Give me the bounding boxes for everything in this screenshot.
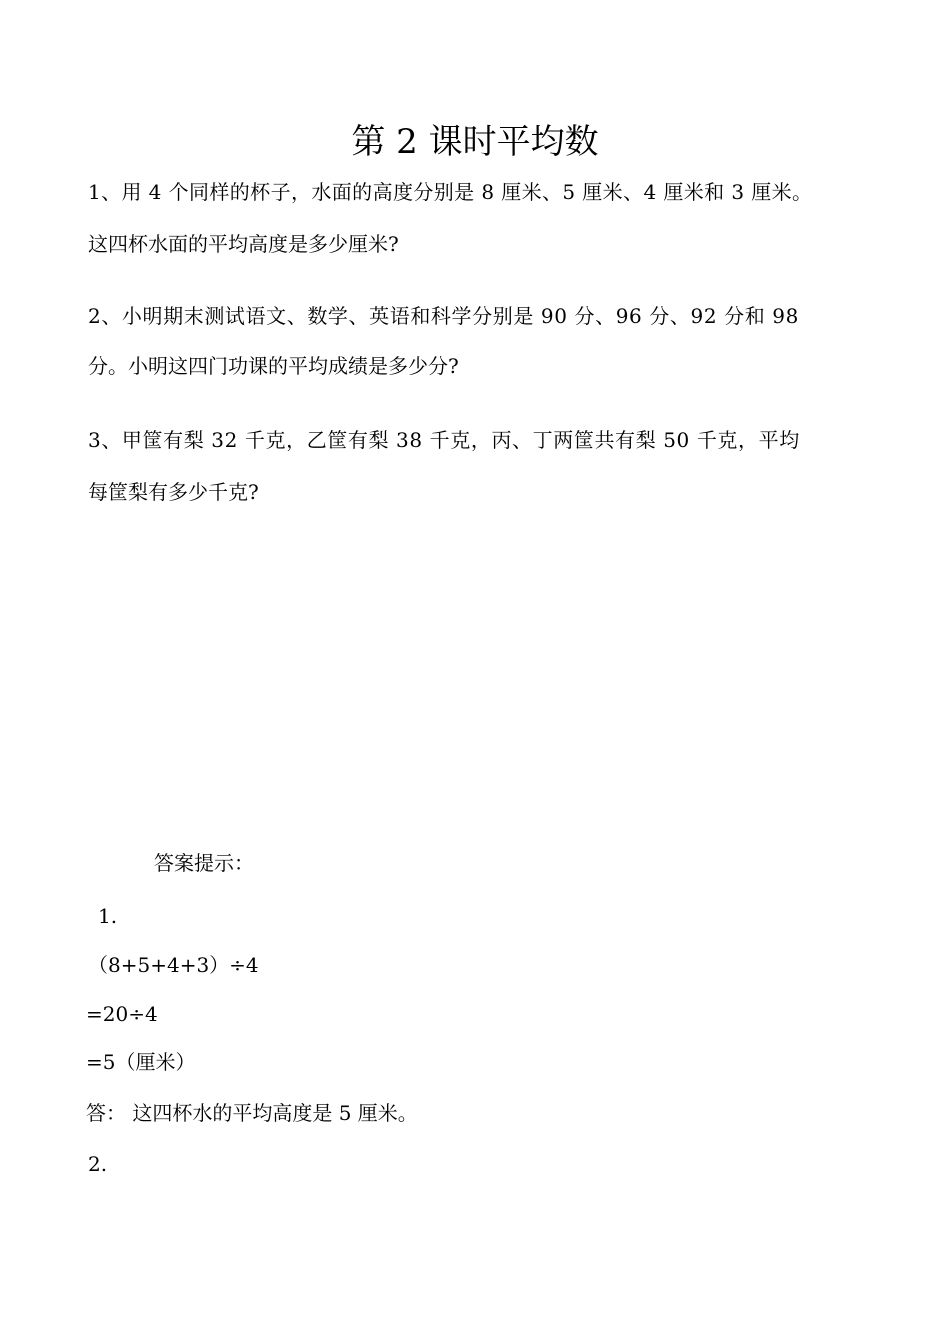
answer-1-step-1: （8+5+4+3）÷4 bbox=[88, 953, 259, 977]
question-1-line-2: 这四杯水面的平均高度是多少厘米? bbox=[88, 232, 399, 256]
answer-2-number: 2. bbox=[88, 1152, 108, 1176]
question-3-line-1: 3、甲筐有梨 32 千克，乙筐有梨 38 千克，丙、丁两筐共有梨 50 千克，平均 bbox=[88, 428, 800, 452]
question-1-line-1: 1、用 4 个同样的杯子，水面的高度分别是 8 厘米、5 厘米、4 厘米和 3 厘米。 bbox=[88, 180, 813, 204]
answers-heading: 答案提示： bbox=[154, 851, 254, 875]
answer-1-step-3: =5（厘米） bbox=[86, 1050, 196, 1074]
answer-1-conclusion: 答： 这四杯水的平均高度是 5 厘米。 bbox=[86, 1101, 418, 1125]
page-title: 第 2 课时平均数 bbox=[351, 122, 599, 162]
answer-1-number: 1. bbox=[98, 904, 118, 928]
question-2-line-1: 2、小明期末测试语文、数学、英语和科学分别是 90 分、96 分、92 分和 98 bbox=[88, 304, 799, 328]
answer-1-step-2: =20÷4 bbox=[86, 1002, 158, 1026]
question-2-line-2: 分。小明这四门功课的平均成绩是多少分? bbox=[88, 354, 459, 378]
question-3-line-2: 每筐梨有多少千克? bbox=[88, 480, 259, 504]
